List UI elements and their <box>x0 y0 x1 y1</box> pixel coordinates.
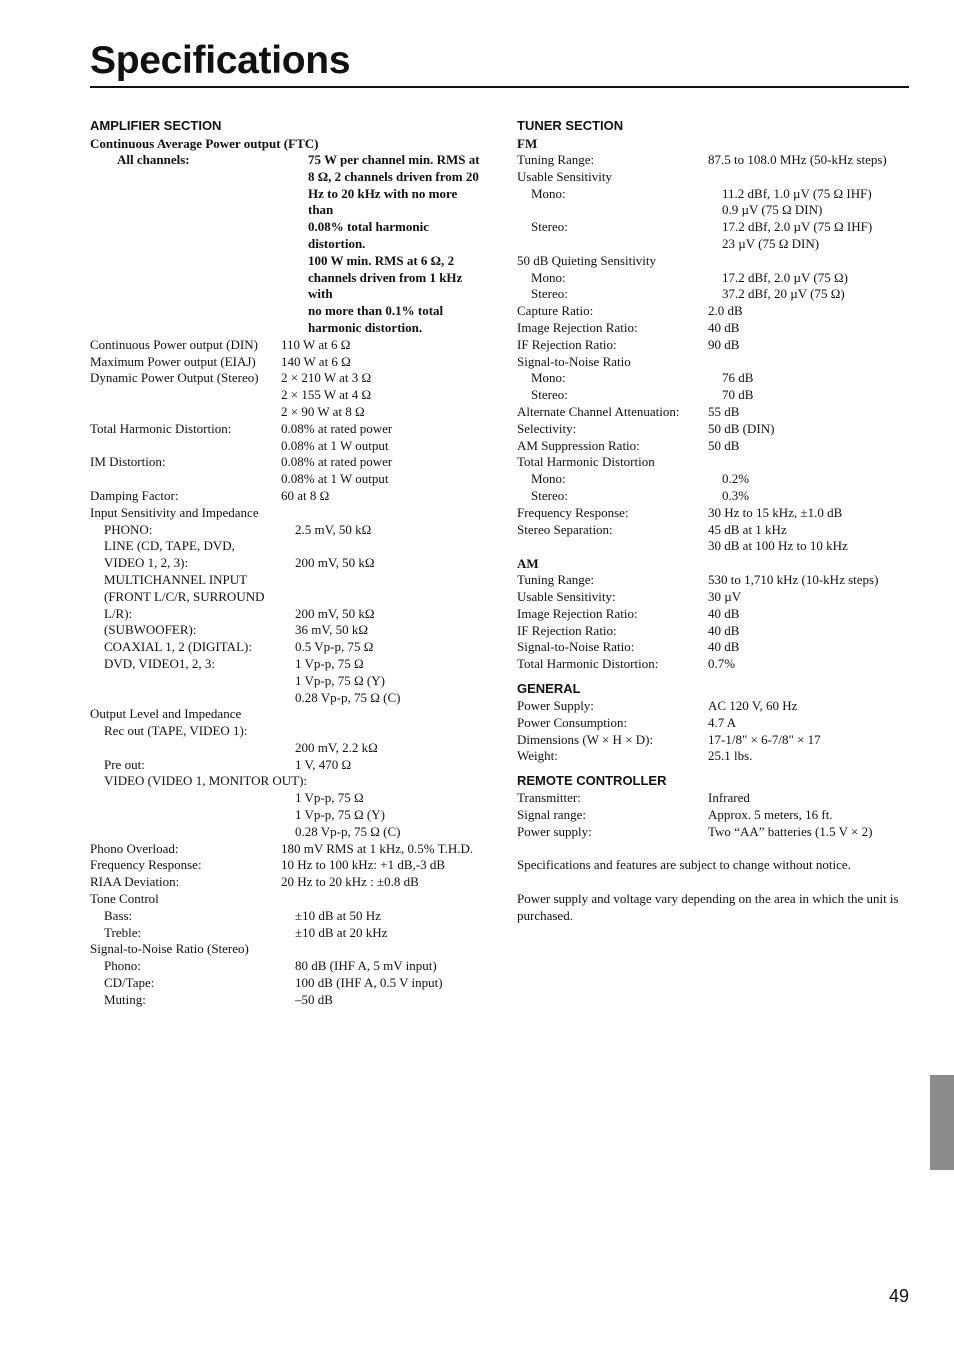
ftc-heading: Continuous Average Power output (FTC) <box>90 136 319 151</box>
spec-label: Pre out: <box>104 756 145 772</box>
spec-row <box>90 891 485 908</box>
spec-value <box>722 219 912 253</box>
spec-label: Power Consumption: <box>517 714 628 730</box>
spec-label: Power supply: <box>517 823 592 839</box>
spec-row <box>90 841 485 858</box>
spec-row <box>517 807 912 824</box>
page-title: Specifications <box>90 39 351 82</box>
spec-label: COAXIAL 1, 2 (DIGITAL): <box>104 639 252 655</box>
spec-row <box>517 337 912 354</box>
spec-label <box>90 790 295 840</box>
spec-value <box>722 488 912 505</box>
spec-row <box>517 656 912 673</box>
spec-row <box>517 639 912 656</box>
spec-value-line: 140 W at 6 Ω <box>281 353 351 369</box>
spec-label: Damping Factor: <box>90 487 179 503</box>
spec-label: 50 dB Quieting Sensitivity <box>517 252 657 268</box>
spec-value-line: 45 dB at 1 kHz <box>708 521 787 537</box>
spec-value-line: 90 dB <box>708 336 740 352</box>
spec-row <box>517 421 912 438</box>
spec-row <box>517 824 912 841</box>
spec-value <box>708 824 912 841</box>
spec-value-line: 60 at 8 Ω <box>281 487 330 503</box>
spec-row <box>90 740 485 757</box>
change-notice: Specifications and features are subject to change without notice. <box>517 857 851 873</box>
am-spec-list <box>517 572 912 673</box>
spec-value-line: 23 µV (75 Ω DIN) <box>722 235 820 251</box>
spec-label: Selectivity: <box>517 420 577 436</box>
spec-row <box>90 421 485 455</box>
spec-row <box>517 370 912 387</box>
spec-value-line: 25.1 lbs. <box>708 748 753 764</box>
spec-label: Phono Overload: <box>90 840 179 856</box>
spec-row <box>517 790 912 807</box>
spec-row <box>517 303 912 320</box>
spec-value <box>281 857 485 874</box>
spec-value-line: 4.7 A <box>708 714 737 730</box>
spec-value <box>722 370 912 387</box>
spec-value <box>708 572 912 589</box>
spec-value-line: 200 mV, 50 kΩ <box>295 605 375 621</box>
spec-value-line: 0.3% <box>722 487 750 503</box>
spec-label: VIDEO 1, 2, 3): <box>104 555 189 571</box>
spec-value <box>708 454 912 471</box>
spec-value-line: ±10 dB at 20 kHz <box>295 924 388 940</box>
spec-value-line: 200 mV, 50 kΩ <box>295 555 375 571</box>
spec-value <box>295 606 485 623</box>
spec-row <box>90 757 485 774</box>
remote-spec-list <box>517 790 912 840</box>
spec-value <box>708 354 912 371</box>
spec-value <box>708 303 912 320</box>
spec-label: RIAA Deviation: <box>90 874 180 890</box>
spec-label: Muting: <box>104 991 146 1007</box>
spec-value <box>708 421 912 438</box>
spec-label: Image Rejection Ratio: <box>517 605 638 621</box>
spec-value-line: 1 Vp-p, 75 Ω (Y) <box>295 807 385 823</box>
spec-row <box>517 505 912 522</box>
amplifier-section-heading: AMPLIFIER SECTION <box>90 118 222 133</box>
spec-row <box>90 555 485 572</box>
spec-label: Total Harmonic Distortion: <box>517 656 659 672</box>
spec-value <box>295 740 485 757</box>
spec-value-line: 17.2 dBf, 2.0 µV (75 Ω IHF) <box>722 219 873 235</box>
spec-value <box>295 992 485 1009</box>
spec-label: Signal-to-Noise Ratio (Stereo) <box>90 941 249 957</box>
spec-value-line: AC 120 V, 60 Hz <box>708 697 798 713</box>
spec-label: Total Harmonic Distortion <box>517 454 655 470</box>
spec-row <box>90 706 485 723</box>
spec-label: Alternate Channel Attenuation: <box>517 403 680 419</box>
spec-row <box>517 404 912 421</box>
spec-label: Treble: <box>104 924 142 940</box>
spec-value-line: 37.2 dBf, 20 µV (75 Ω) <box>722 286 845 302</box>
spec-value-line: 2.5 mV, 50 kΩ <box>295 521 372 537</box>
all-channels-row <box>90 152 485 337</box>
spec-value-line: 40 dB <box>708 639 740 655</box>
spec-row <box>90 908 485 925</box>
spec-value-line: Two “AA” batteries (1.5 V × 2) <box>708 823 873 839</box>
spec-row <box>517 471 912 488</box>
spec-label: DVD, VIDEO1, 2, 3: <box>104 655 215 671</box>
spec-value <box>295 622 485 639</box>
spec-value <box>708 656 912 673</box>
spec-value <box>281 505 485 522</box>
spec-value <box>295 908 485 925</box>
spec-value <box>281 941 485 958</box>
spec-value-line: 30 dB at 100 Hz to 10 kHz <box>708 538 848 554</box>
spec-row <box>90 505 485 522</box>
spec-label: (FRONT L/C/R, SURROUND <box>104 588 265 604</box>
spec-row <box>90 538 485 555</box>
spec-value-line: 40 dB <box>708 605 740 621</box>
spec-value <box>281 874 485 891</box>
remote-section-heading: REMOTE CONTROLLER <box>517 773 667 789</box>
section-tab <box>930 1075 954 1170</box>
tuner-section-heading: TUNER SECTION <box>517 118 624 133</box>
spec-value-line: 0.28 Vp-p, 75 Ω (C) <box>295 689 401 705</box>
spec-label: Power Supply: <box>517 697 594 713</box>
spec-label: Usable Sensitivity: <box>517 588 616 604</box>
spec-label: Frequency Response: <box>90 857 202 873</box>
spec-row <box>90 941 485 958</box>
all-channels-line: Hz to 20 kHz with no more than <box>308 185 458 218</box>
spec-row <box>517 152 912 169</box>
spec-value-line: 50 dB <box>708 437 740 453</box>
spec-row <box>90 975 485 992</box>
fm-heading: FM <box>517 136 538 151</box>
spec-row <box>517 623 912 640</box>
spec-value <box>722 270 912 287</box>
spec-value-line: 0.28 Vp-p, 75 Ω (C) <box>295 823 401 839</box>
spec-value <box>281 354 485 371</box>
spec-row <box>90 992 485 1009</box>
spec-value-line: 10 Hz to 100 kHz: +1 dB,-3 dB <box>281 857 446 873</box>
spec-value-line: 530 to 1,710 kHz (10-kHz steps) <box>708 572 879 588</box>
voltage-notice: Power supply and voltage vary depending on the area in which the unit is purchased. <box>517 891 899 924</box>
spec-label: LINE (CD, TAPE, DVD, <box>104 538 235 554</box>
am-heading: AM <box>517 556 539 572</box>
spec-label: Input Sensitivity and Impedance <box>90 504 259 520</box>
title-divider <box>90 86 909 88</box>
spec-value-line: 0.08% at rated power <box>281 454 393 470</box>
spec-row <box>90 589 485 606</box>
spec-value-line: 50 dB (DIN) <box>708 420 775 436</box>
spec-value-line: 87.5 to 108.0 MHz (50-kHz steps) <box>708 152 887 167</box>
spec-value-line: 2.0 dB <box>708 303 743 319</box>
spec-value <box>281 891 485 908</box>
spec-row <box>517 698 912 715</box>
spec-label: Frequency Response: <box>517 504 629 520</box>
spec-label: VIDEO (VIDEO 1, MONITOR OUT): <box>104 773 308 789</box>
spec-label: MULTICHANNEL INPUT <box>104 571 248 587</box>
spec-row <box>90 522 485 539</box>
spec-value-line: 11.2 dBf, 1.0 µV (75 Ω IHF) <box>722 185 872 201</box>
spec-row <box>517 253 912 270</box>
spec-row <box>90 622 485 639</box>
spec-value-line: 76 dB <box>722 370 754 386</box>
spec-value-line: Approx. 5 meters, 16 ft. <box>708 806 833 822</box>
spec-value-line: 70 dB <box>722 387 754 403</box>
spec-value <box>295 773 485 790</box>
spec-row <box>517 169 912 186</box>
spec-label: PHONO: <box>104 521 153 537</box>
spec-value <box>708 807 912 824</box>
spec-value <box>708 169 912 186</box>
page-number: 49 <box>888 1286 909 1306</box>
spec-value <box>708 505 912 522</box>
spec-row <box>517 522 912 556</box>
spec-label: Tuning Range: <box>517 152 595 167</box>
amplifier-spec-list <box>90 337 485 1009</box>
spec-row <box>90 572 485 589</box>
spec-label: AM Suppression Ratio: <box>517 437 640 453</box>
spec-row <box>517 286 912 303</box>
spec-label: Weight: <box>517 748 558 764</box>
spec-label: Transmitter: <box>517 790 581 806</box>
spec-value-line: 1 Vp-p, 75 Ω <box>295 655 364 671</box>
spec-value <box>295 723 485 740</box>
spec-value-line: 30 µV <box>708 588 742 604</box>
spec-row <box>90 958 485 975</box>
spec-value-line: 0.08% at 1 W output <box>281 471 389 487</box>
spec-value-line: 40 dB <box>708 622 740 638</box>
spec-label: Mono: <box>531 471 566 487</box>
spec-row <box>517 320 912 337</box>
spec-value <box>295 589 485 606</box>
spec-label: Mono: <box>531 269 566 285</box>
amplifier-column <box>90 116 485 1009</box>
spec-label: Stereo: <box>531 286 568 302</box>
spec-value <box>708 623 912 640</box>
all-channels-line: 0.08% total harmonic distortion. <box>308 219 429 251</box>
spec-value <box>281 421 485 455</box>
general-spec-list <box>517 698 912 765</box>
spec-value <box>281 454 485 488</box>
spec-label: Bass: <box>104 907 133 923</box>
spec-value-line: 0.08% at rated power <box>281 420 393 436</box>
spec-value <box>708 748 912 765</box>
spec-value <box>708 337 912 354</box>
spec-value <box>722 471 912 488</box>
spec-row <box>90 337 485 354</box>
spec-value-line: 0.2% <box>722 471 750 487</box>
spec-value <box>295 538 485 555</box>
spec-row <box>517 270 912 287</box>
spec-row <box>517 454 912 471</box>
spec-value <box>722 387 912 404</box>
spec-value <box>281 488 485 505</box>
spec-value-line: 2 × 210 W at 3 Ω <box>281 370 372 386</box>
spec-label: Tuning Range: <box>517 572 595 588</box>
spec-row <box>90 723 485 740</box>
spec-value-line: 180 mV RMS at 1 kHz, 0.5% T.H.D. <box>281 840 474 856</box>
spec-value <box>295 522 485 539</box>
spec-value <box>708 320 912 337</box>
spec-value-line: 20 Hz to 20 kHz : ±0.8 dB <box>281 874 419 890</box>
spec-label: Signal range: <box>517 806 586 822</box>
spec-value <box>708 698 912 715</box>
spec-label: IF Rejection Ratio: <box>517 622 617 638</box>
spec-label: Image Rejection Ratio: <box>517 319 638 335</box>
spec-label <box>90 740 295 757</box>
general-section-heading: GENERAL <box>517 680 581 696</box>
spec-value-line: 110 W at 6 Ω <box>281 336 351 352</box>
all-channels-line: channels driven from 1 kHz with <box>308 269 463 302</box>
spec-value <box>708 589 912 606</box>
spec-label: Stereo Separation: <box>517 521 613 537</box>
spec-value-line: ±10 dB at 50 Hz <box>295 907 381 923</box>
spec-value <box>708 732 912 749</box>
spec-label: Output Level and Impedance <box>90 706 242 722</box>
spec-row <box>517 387 912 404</box>
spec-row <box>517 572 912 589</box>
spec-label: Total Harmonic Distortion: <box>90 420 232 436</box>
spec-label: Rec out (TAPE, VIDEO 1): <box>104 723 248 739</box>
spec-value-line: 17-1/8" × 6-7/8" × 17 <box>708 731 821 747</box>
spec-value <box>708 639 912 656</box>
spec-row <box>90 606 485 623</box>
spec-row <box>90 874 485 891</box>
fm-spec-list <box>517 152 912 555</box>
spec-value-line: 17.2 dBf, 2.0 µV (75 Ω) <box>722 269 848 285</box>
spec-row <box>90 925 485 942</box>
spec-label: Mono: <box>531 185 566 201</box>
spec-label: Signal-to-Noise Ratio: <box>517 639 635 655</box>
spec-value <box>295 639 485 656</box>
spec-value-line: 2 × 155 W at 4 Ω <box>281 387 372 403</box>
spec-value <box>281 337 485 354</box>
spec-row <box>90 354 485 371</box>
spec-label: Capture Ratio: <box>517 303 594 319</box>
spec-row <box>90 639 485 656</box>
spec-value <box>708 522 912 556</box>
spec-value-line: 200 mV, 2.2 kΩ <box>295 739 378 755</box>
spec-label: Tone Control <box>90 891 159 907</box>
spec-row <box>517 589 912 606</box>
all-channels-line: harmonic distortion. <box>308 319 423 335</box>
spec-row <box>517 715 912 732</box>
all-channels-value <box>308 152 485 337</box>
all-channels-line: no more than 0.1% total <box>308 303 444 319</box>
spec-label: Stereo: <box>531 219 568 235</box>
spec-row <box>90 454 485 488</box>
spec-label: Maximum Power output (EIAJ) <box>90 353 256 369</box>
spec-value <box>708 404 912 421</box>
spec-value <box>708 438 912 455</box>
spec-label: CD/Tape: <box>104 975 155 991</box>
spec-value <box>295 975 485 992</box>
spec-value-line: 1 Vp-p, 75 Ω <box>295 790 364 806</box>
spec-value <box>281 706 485 723</box>
spec-row <box>517 732 912 749</box>
spec-value-line: –50 dB <box>295 991 333 1007</box>
spec-row <box>90 370 485 420</box>
spec-label: Dynamic Power Output (Stereo) <box>90 370 259 386</box>
spec-value <box>281 841 485 858</box>
spec-value-line: 1 V, 470 Ω <box>295 756 352 772</box>
tuner-column <box>517 116 912 925</box>
spec-label: IF Rejection Ratio: <box>517 336 617 352</box>
spec-label: Stereo: <box>531 387 568 403</box>
spec-value <box>708 715 912 732</box>
spec-value-line: 80 dB (IHF A, 5 mV input) <box>295 958 437 974</box>
spec-label: Signal-to-Noise Ratio <box>517 353 631 369</box>
spec-value <box>295 757 485 774</box>
spec-value <box>708 152 912 169</box>
spec-value <box>708 253 912 270</box>
spec-row <box>90 488 485 505</box>
spec-label: Mono: <box>531 370 566 386</box>
spec-label: Phono: <box>104 958 141 974</box>
spec-value-line: 0.7% <box>708 656 736 672</box>
spec-row <box>517 606 912 623</box>
spec-value <box>722 186 912 220</box>
spec-value-line: 55 dB <box>708 403 740 419</box>
spec-row <box>517 186 912 220</box>
spec-row <box>90 790 485 840</box>
spec-row <box>517 354 912 371</box>
spec-value <box>722 286 912 303</box>
spec-value-line: 36 mV, 50 kΩ <box>295 622 368 638</box>
spec-row <box>90 656 485 706</box>
spec-value-line: Infrared <box>708 790 750 806</box>
all-channels-line: 75 W per channel min. RMS at <box>308 152 480 167</box>
spec-value-line: 0.5 Vp-p, 75 Ω <box>295 639 374 655</box>
spec-label: Stereo: <box>531 487 568 503</box>
spec-value-line: 0.08% at 1 W output <box>281 437 389 453</box>
spec-value <box>708 790 912 807</box>
spec-row <box>517 488 912 505</box>
spec-row <box>90 773 485 790</box>
spec-value <box>281 370 485 420</box>
spec-row <box>517 438 912 455</box>
spec-value-line: 40 dB <box>708 319 740 335</box>
all-channels-line: 8 Ω, 2 channels driven from 20 <box>308 168 479 184</box>
spec-label: Dimensions (W × H × D): <box>517 731 654 747</box>
spec-label: (SUBWOOFER): <box>104 622 197 638</box>
spec-value <box>295 656 485 706</box>
spec-value-line: 2 × 90 W at 8 Ω <box>281 403 365 419</box>
spec-label: IM Distortion: <box>90 454 166 470</box>
spec-value-line: 0.9 µV (75 Ω DIN) <box>722 202 823 218</box>
spec-label: Usable Sensitivity <box>517 168 612 184</box>
all-channels-line: 100 W min. RMS at 6 Ω, 2 <box>308 252 455 268</box>
all-channels-label: All channels: <box>117 152 190 167</box>
spec-value-line: 30 Hz to 15 kHz, ±1.0 dB <box>708 504 843 520</box>
spec-value <box>295 572 485 589</box>
spec-label: L/R): <box>104 605 133 621</box>
spec-value <box>295 790 485 840</box>
spec-label: Continuous Power output (DIN) <box>90 336 258 352</box>
spec-row <box>517 219 912 253</box>
spec-value <box>708 606 912 623</box>
spec-value-line: 100 dB (IHF A, 0.5 V input) <box>295 975 443 991</box>
spec-value <box>295 925 485 942</box>
spec-value <box>295 958 485 975</box>
spec-value-line: 1 Vp-p, 75 Ω (Y) <box>295 672 385 688</box>
spec-value <box>295 555 485 572</box>
spec-row <box>517 748 912 765</box>
spec-row <box>90 857 485 874</box>
